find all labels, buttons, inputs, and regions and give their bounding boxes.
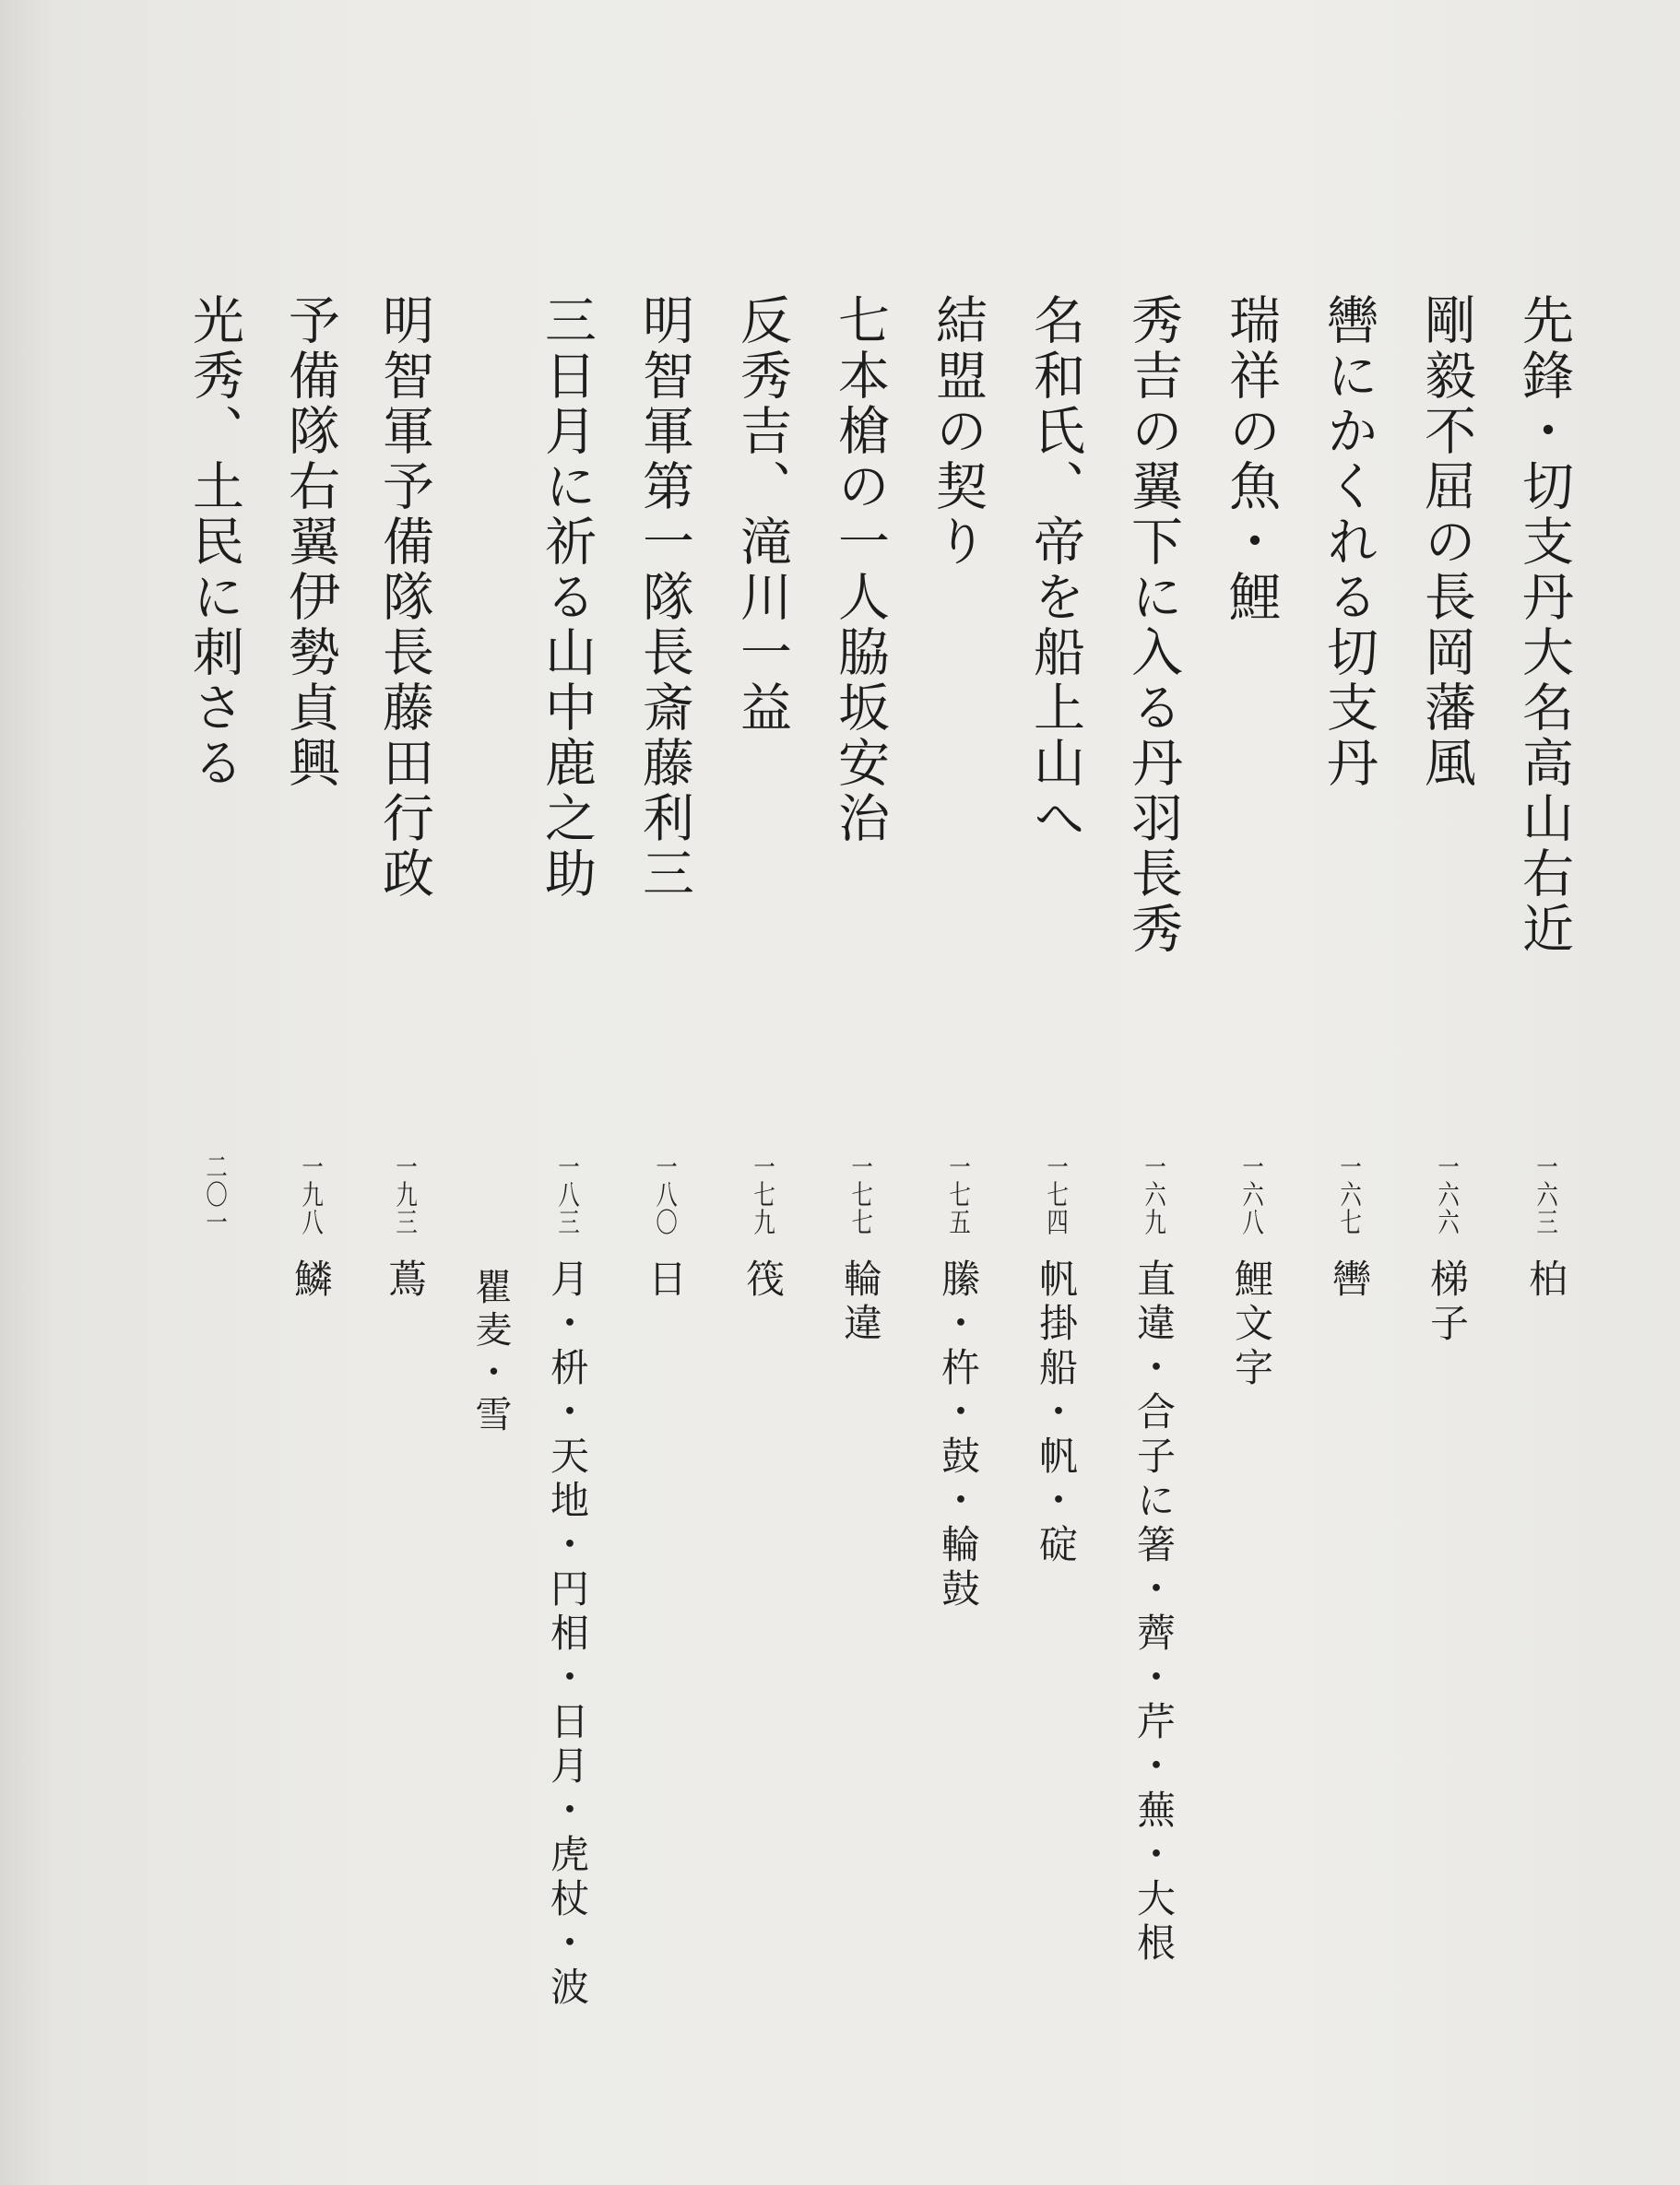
entry-page-number: 一六六	[1433, 1152, 1460, 1235]
entry-keywords: 帆掛船・帆・碇	[1034, 1258, 1079, 1568]
entry-keywords: 轡	[1327, 1258, 1372, 1303]
entry-title: 轡にかくれる切支丹	[1319, 293, 1378, 791]
entry-keywords: 鯉文字	[1229, 1258, 1274, 1391]
entry-keywords: 筏	[740, 1258, 786, 1303]
entry-page-number: 一九三	[391, 1152, 418, 1235]
entry-title: 明智軍予備隊長藤田行政	[374, 293, 434, 902]
entry-title: 光秀、土民に刺さる	[184, 293, 244, 791]
entry-keywords: 直違・合子に箸・薺・芹・蕪・大根	[1131, 1258, 1177, 1966]
entry-keywords: 日	[643, 1258, 688, 1303]
entry-keywords-continued: 瞿麦・雪	[469, 1268, 512, 1437]
entry-keywords: 鱗	[289, 1258, 334, 1303]
entry-page-number: 一七五	[944, 1152, 971, 1235]
entry-title: 先鋒・切支丹大名高山右近	[1514, 293, 1574, 957]
entry-page-number: 二〇一	[201, 1152, 228, 1235]
entry-keywords: 柏	[1523, 1258, 1568, 1303]
entry-keywords: 輪違	[838, 1258, 883, 1347]
entry-page-number: 一八〇	[651, 1152, 678, 1235]
entry-title: 剛毅不屈の長岡藩風	[1416, 293, 1476, 791]
entry-title: 予備隊右翼伊勢貞興	[280, 293, 340, 791]
entry-keywords: 月・枡・天地・円相・日月・虎杖・波	[545, 1258, 590, 2011]
entry-page-number: 一六九	[1140, 1152, 1166, 1235]
entry-title: 七本槍の一人脇坂安治	[830, 293, 890, 846]
entry-keywords: 蔦	[383, 1258, 428, 1303]
entry-page-number: 一六七	[1335, 1152, 1362, 1235]
entry-page-number: 一九八	[297, 1152, 324, 1235]
entry-page-number: 一七四	[1042, 1152, 1069, 1235]
entry-page-number: 一六八	[1237, 1152, 1264, 1235]
entry-title: 秀吉の翼下に入る丹羽長秀	[1123, 293, 1183, 957]
entry-title: 結盟の契り	[928, 293, 988, 570]
entry-title: 名和氏、帝を船上山へ	[1025, 293, 1085, 846]
entry-title: 瑞祥の魚・鯉	[1221, 293, 1281, 625]
entry-title: 反秀吉、滝川一益	[732, 293, 792, 736]
entry-keywords: 梯子	[1425, 1258, 1470, 1347]
entry-page-number: 一六三	[1532, 1152, 1558, 1235]
entry-page-number: 一七九	[749, 1152, 775, 1235]
entry-title: 三日月に祈る山中鹿之助	[537, 293, 597, 902]
entry-page-number: 一八三	[553, 1152, 580, 1235]
entry-keywords: 縢・杵・鼓・輪鼓	[936, 1258, 981, 1612]
entry-title: 明智軍第一隊長斎藤利三	[634, 293, 694, 902]
entry-page-number: 一七七	[846, 1152, 873, 1235]
